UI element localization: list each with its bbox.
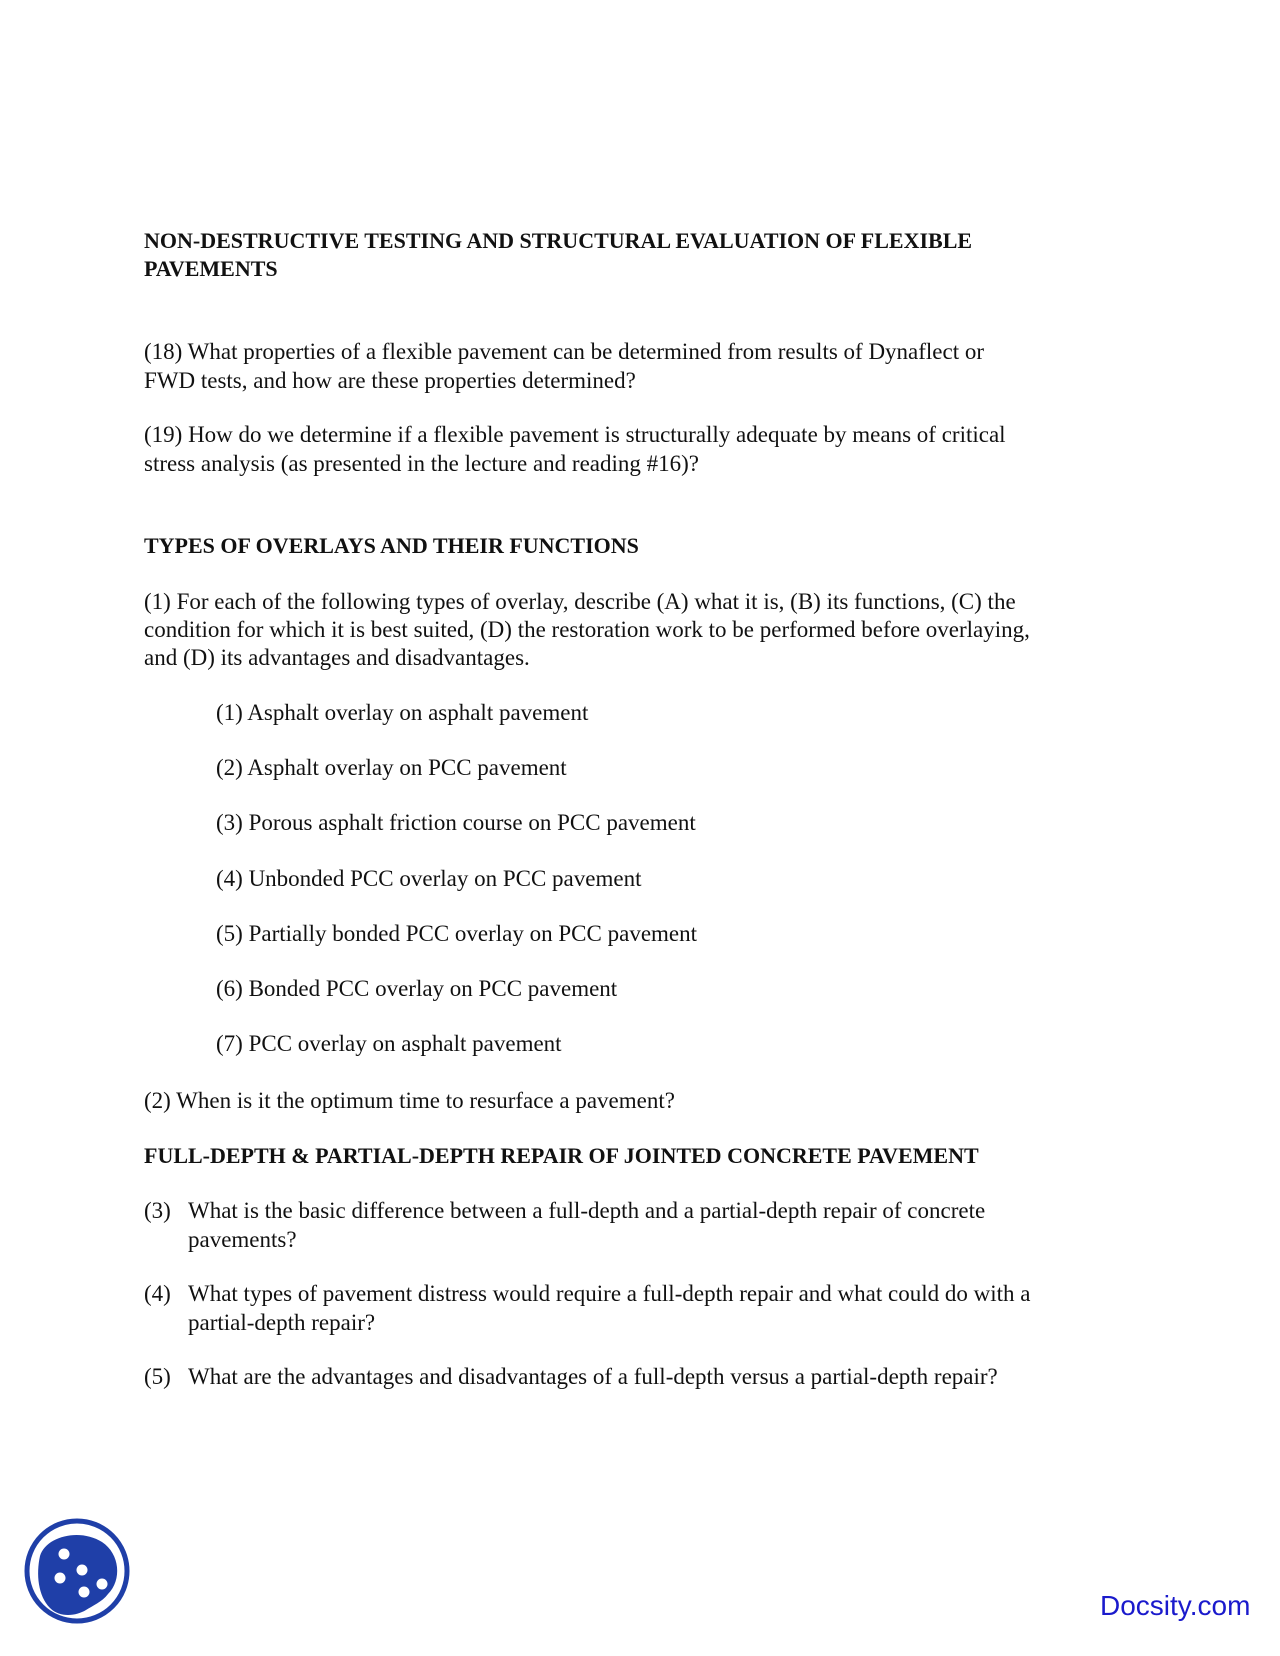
question-19-line2: stress analysis (as presented in the lecture and reading #16)? (144, 451, 699, 476)
question-5-line1: What are the advantages and disadvantages of a full-depth versus a partial-depth repair? (188, 1364, 998, 1389)
question-4-line2: partial-depth repair? (188, 1310, 376, 1335)
section-title-ndt-line2: PAVEMENTS (144, 256, 278, 281)
section-title-repair: FULL-DEPTH & PARTIAL-DEPTH REPAIR OF JOINTED CONCRETE PAVEMENT (144, 1143, 979, 1168)
question-18-line1: (18) What properties of a flexible pavement can be determined from results of Dynaflect or (144, 339, 985, 364)
question-1-line3: and (D) its advantages and disadvantages. (144, 645, 530, 670)
question-4-number: (4) (144, 1281, 171, 1306)
overlay-type-item: (2) Asphalt overlay on PCC pavement (216, 755, 567, 780)
question-19-line1: (19) How do we determine if a flexible pavement is structurally adequate by means of critical (144, 422, 1006, 447)
section-title-ndt-line1: NON-DESTRUCTIVE TESTING AND STRUCTURAL EVALUATION OF FLEXIBLE (144, 228, 973, 253)
question-3-line1: What is the basic difference between a full-depth and a partial-depth repair of concrete (188, 1198, 986, 1223)
question-4-line1: What types of pavement distress would require a full-depth repair and what could do with a (188, 1281, 1031, 1306)
question-2: (2) When is it the optimum time to resurface a pavement? (144, 1088, 675, 1113)
section-title-overlays: TYPES OF OVERLAYS AND THEIR FUNCTIONS (144, 533, 639, 558)
overlay-type-item: (4) Unbonded PCC overlay on PCC pavement (216, 866, 642, 891)
overlay-type-item: (6) Bonded PCC overlay on PCC pavement (216, 976, 618, 1001)
overlay-type-item: (3) Porous asphalt friction course on PCC pavement (216, 810, 696, 835)
docsity-brand-link[interactable]: Docsity.com (1100, 1590, 1251, 1621)
question-1-line1: (1) For each of the following types of overlay, describe (A) what it is, (B) its functions, (C) the (144, 589, 1016, 614)
docsity-logo-icon (22, 1516, 132, 1626)
question-18-line2: FWD tests, and how are these properties determined? (144, 368, 636, 393)
overlay-type-item: (1) Asphalt overlay on asphalt pavement (216, 700, 589, 725)
question-3-line2: pavements? (188, 1227, 297, 1252)
question-1-line2: condition for which it is best suited, (D) the restoration work to be performed before overlaying, (144, 617, 1030, 642)
question-5-number: (5) (144, 1364, 171, 1389)
overlay-type-item: (7) PCC overlay on asphalt pavement (216, 1031, 562, 1056)
question-3-number: (3) (144, 1198, 171, 1223)
overlay-type-item: (5) Partially bonded PCC overlay on PCC pavement (216, 921, 698, 946)
